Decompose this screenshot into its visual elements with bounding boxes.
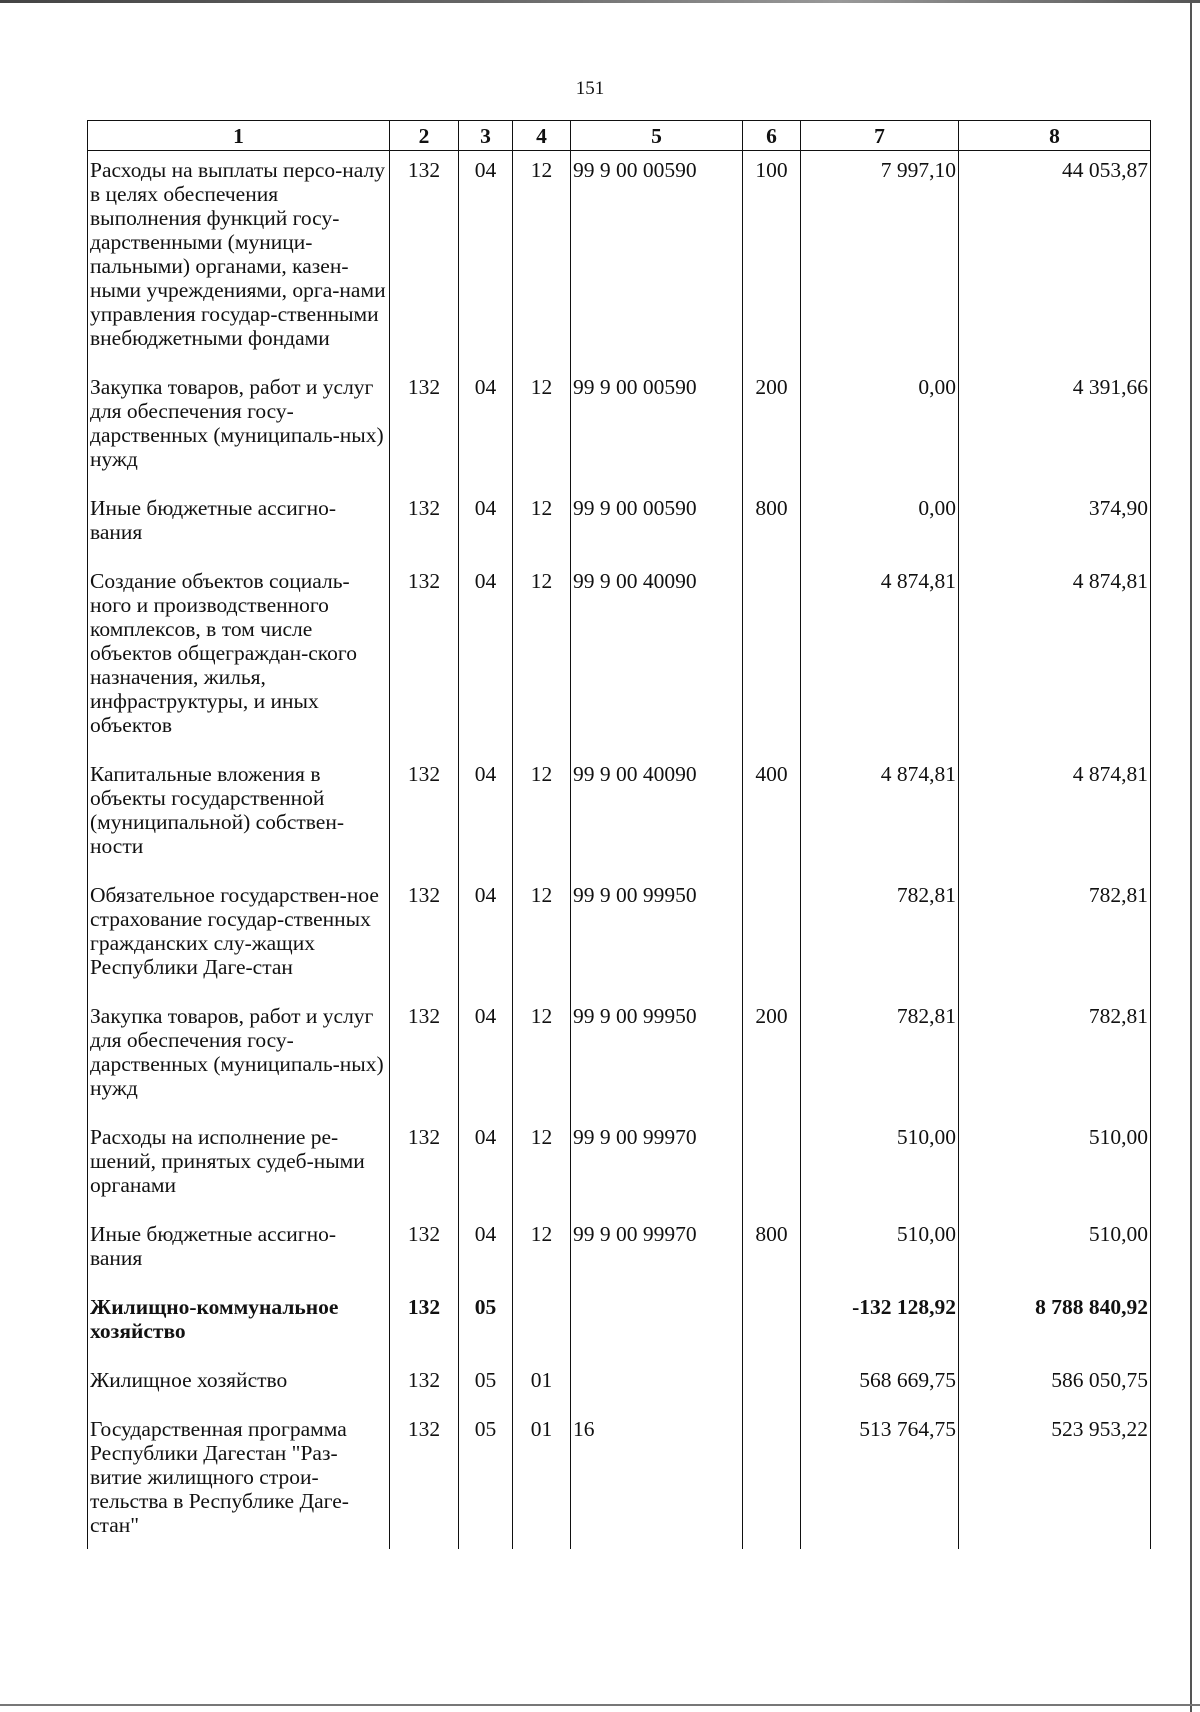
cell-subsection: 12 [513, 876, 571, 997]
cell-subsection: 12 [513, 151, 571, 369]
header-col-3: 3 [459, 121, 513, 151]
cell-target-article: 99 9 00 40090 [571, 562, 743, 755]
cell-name: Государственная программа Республики Дагестан "Раз-витие жилищного строи-тельства в Республике Даге-стан" [88, 1410, 390, 1549]
header-row [88, 121, 1151, 151]
table-row [88, 1118, 1151, 1215]
cell-subsection: 12 [513, 1215, 571, 1288]
cell-amount-change: 782,81 [801, 876, 959, 997]
cell-amount-total: 4 874,81 [959, 562, 1151, 755]
cell-target-article: 99 9 00 00590 [571, 489, 743, 562]
cell-amount-change: 7 997,10 [801, 151, 959, 369]
cell-subsection: 12 [513, 997, 571, 1118]
cell-target-article: 99 9 00 99950 [571, 997, 743, 1118]
cell-section: 05 [459, 1361, 513, 1410]
cell-target-article: 99 9 00 99970 [571, 1118, 743, 1215]
header-col-1: 1 [88, 121, 390, 151]
cell-section: 04 [459, 368, 513, 489]
cell-ministry: 132 [390, 876, 459, 997]
cell-amount-total: 782,81 [959, 997, 1151, 1118]
cell-target-article: 16 [571, 1410, 743, 1549]
cell-subsection: 12 [513, 755, 571, 876]
cell-section: 05 [459, 1288, 513, 1361]
cell-section: 04 [459, 755, 513, 876]
cell-amount-change: 4 874,81 [801, 755, 959, 876]
cell-section: 04 [459, 151, 513, 369]
cell-name: Закупка товаров, работ и услуг для обеспечения госу-дарственных (муниципаль-ных) нужд [88, 368, 390, 489]
cell-expense-type: 400 [743, 755, 801, 876]
cell-subsection [513, 1288, 571, 1361]
cell-target-article: 99 9 00 99950 [571, 876, 743, 997]
header-col-8: 8 [959, 121, 1151, 151]
cell-expense-type [743, 562, 801, 755]
cell-name: Создание объектов социаль-ного и производственного комплексов, в том числе объектов общеграждан-ского назначения, жилья, инфраструктуры, и иных объектов [88, 562, 390, 755]
cell-ministry: 132 [390, 1118, 459, 1215]
cell-amount-change: 782,81 [801, 997, 959, 1118]
cell-amount-change: 510,00 [801, 1215, 959, 1288]
cell-section: 04 [459, 876, 513, 997]
page-number: 151 [575, 78, 605, 99]
cell-name: Обязательное государствен-ное страхование государ-ственных гражданских слу-жащих Республики Даге-стан [88, 876, 390, 997]
cell-section: 04 [459, 562, 513, 755]
cell-subsection: 01 [513, 1410, 571, 1549]
cell-amount-total: 4 874,81 [959, 755, 1151, 876]
cell-target-article: 99 9 00 00590 [571, 151, 743, 369]
cell-subsection: 01 [513, 1361, 571, 1410]
cell-section: 04 [459, 489, 513, 562]
cell-name: Расходы на выплаты персо-налу в целях обеспечения выполнения функций госу-дарственными (муници-пальными) органами, казен-ными учреждениями, орга-нами управления государ-ственными внебюджетными фондами [88, 151, 390, 369]
cell-amount-change: 0,00 [801, 368, 959, 489]
cell-ministry: 132 [390, 755, 459, 876]
table-row [88, 151, 1151, 369]
cell-ministry: 132 [390, 1361, 459, 1410]
cell-ministry: 132 [390, 562, 459, 755]
cell-ministry: 132 [390, 151, 459, 369]
table-row [88, 876, 1151, 997]
cell-expense-type [743, 1361, 801, 1410]
table-row [88, 1361, 1151, 1410]
table-row [88, 755, 1151, 876]
table-row-section-total [88, 1288, 1151, 1361]
cell-section: 04 [459, 997, 513, 1118]
cell-target-article: 99 9 00 99970 [571, 1215, 743, 1288]
cell-amount-total: 782,81 [959, 876, 1151, 997]
cell-name: Иные бюджетные ассигно-вания [88, 489, 390, 562]
cell-target-article: 99 9 00 00590 [571, 368, 743, 489]
cell-subsection: 12 [513, 1118, 571, 1215]
budget-table [87, 120, 1151, 1549]
cell-expense-type: 100 [743, 151, 801, 369]
cell-amount-total: 510,00 [959, 1118, 1151, 1215]
cell-subsection: 12 [513, 562, 571, 755]
cell-target-article [571, 1288, 743, 1361]
cell-amount-change: 510,00 [801, 1118, 959, 1215]
scan-border-right [1190, 0, 1192, 1712]
cell-ministry: 132 [390, 1410, 459, 1549]
cell-expense-type [743, 1410, 801, 1549]
cell-expense-type [743, 876, 801, 997]
cell-amount-change: 568 669,75 [801, 1361, 959, 1410]
cell-amount-total: 374,90 [959, 489, 1151, 562]
cell-name: Жилищно-коммунальное хозяйство [88, 1288, 390, 1361]
table-row [88, 997, 1151, 1118]
table-row [88, 1215, 1151, 1288]
table-row [88, 1410, 1151, 1549]
table-row [88, 368, 1151, 489]
cell-ministry: 132 [390, 1288, 459, 1361]
header-col-7: 7 [801, 121, 959, 151]
cell-amount-total: 4 391,66 [959, 368, 1151, 489]
cell-name: Капитальные вложения в объекты государственной (муниципальной) собствен-ности [88, 755, 390, 876]
cell-amount-total: 523 953,22 [959, 1410, 1151, 1549]
cell-name: Жилищное хозяйство [88, 1361, 390, 1410]
cell-section: 04 [459, 1215, 513, 1288]
cell-expense-type: 200 [743, 997, 801, 1118]
cell-ministry: 132 [390, 489, 459, 562]
cell-amount-change: 0,00 [801, 489, 959, 562]
scan-border-top [0, 0, 1200, 3]
scan-border-bottom [0, 1704, 1200, 1706]
cell-expense-type [743, 1288, 801, 1361]
cell-name: Закупка товаров, работ и услуг для обеспечения госу-дарственных (муниципаль-ных) нужд [88, 997, 390, 1118]
cell-expense-type [743, 1118, 801, 1215]
cell-amount-total: 510,00 [959, 1215, 1151, 1288]
cell-target-article: 99 9 00 40090 [571, 755, 743, 876]
cell-amount-change: 4 874,81 [801, 562, 959, 755]
cell-name: Иные бюджетные ассигно-вания [88, 1215, 390, 1288]
header-col-2: 2 [390, 121, 459, 151]
cell-expense-type: 800 [743, 1215, 801, 1288]
table-row [88, 562, 1151, 755]
cell-target-article [571, 1361, 743, 1410]
cell-expense-type: 200 [743, 368, 801, 489]
cell-ministry: 132 [390, 368, 459, 489]
table-row [88, 489, 1151, 562]
cell-subsection: 12 [513, 489, 571, 562]
cell-amount-change: -132 128,92 [801, 1288, 959, 1361]
cell-amount-change: 513 764,75 [801, 1410, 959, 1549]
cell-subsection: 12 [513, 368, 571, 489]
cell-name: Расходы на исполнение ре-шений, принятых судеб-ными органами [88, 1118, 390, 1215]
cell-amount-total: 586 050,75 [959, 1361, 1151, 1410]
cell-amount-total: 44 053,87 [959, 151, 1151, 369]
header-col-6: 6 [743, 121, 801, 151]
cell-amount-total: 8 788 840,92 [959, 1288, 1151, 1361]
cell-section: 05 [459, 1410, 513, 1549]
header-col-4: 4 [513, 121, 571, 151]
cell-section: 04 [459, 1118, 513, 1215]
cell-ministry: 132 [390, 997, 459, 1118]
cell-ministry: 132 [390, 1215, 459, 1288]
header-col-5: 5 [571, 121, 743, 151]
cell-expense-type: 800 [743, 489, 801, 562]
